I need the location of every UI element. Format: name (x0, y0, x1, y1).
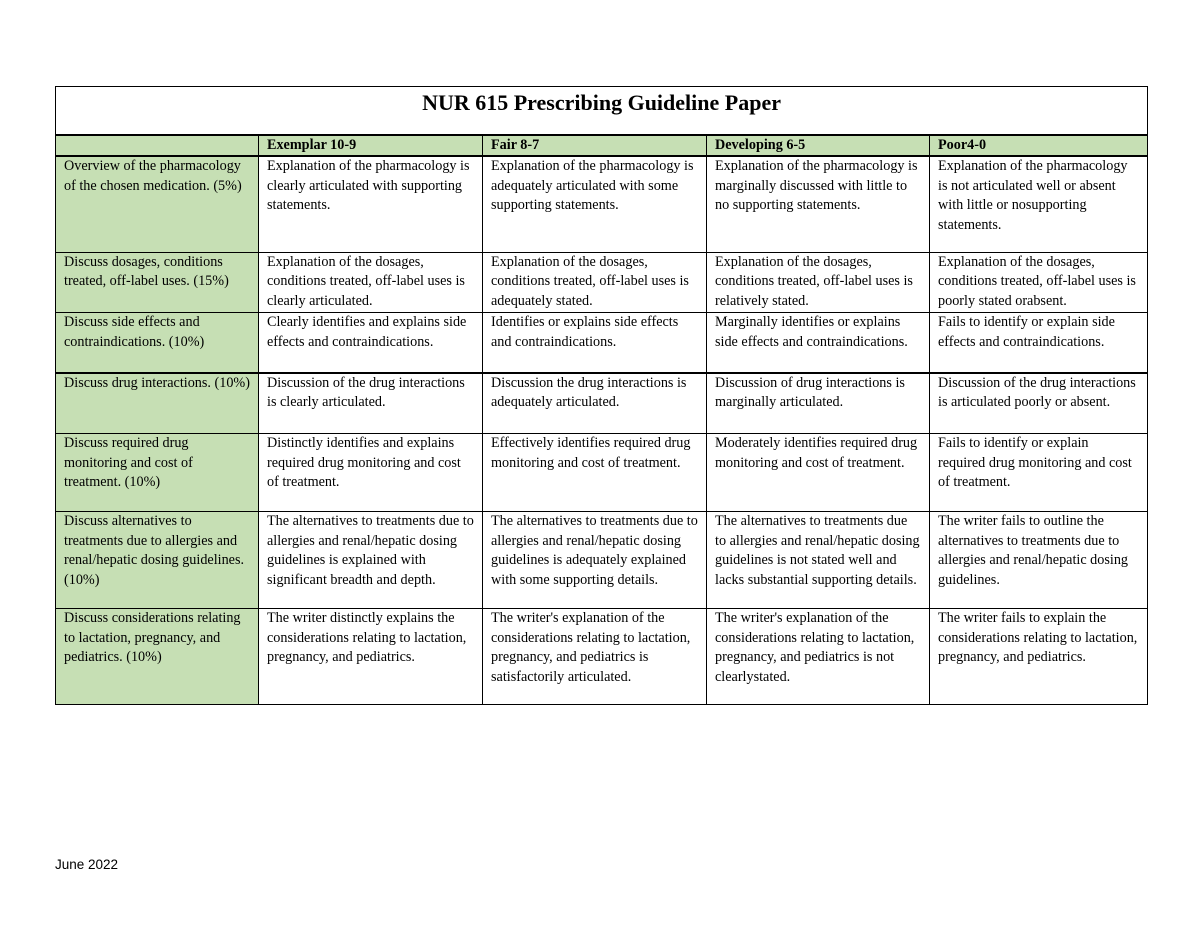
title-row (56, 87, 1148, 136)
poor-cell: Explanation of the dosages, conditions treated, off-label uses is poorly stated orabsent. (930, 252, 1148, 313)
criterion-cell: Discuss considerations relating to lactation, pregnancy, and pediatrics. (10%) (56, 609, 259, 705)
rubric-row-dosages (56, 252, 1148, 313)
developing-cell: Moderately identifies required drug monitoring and cost of treatment. (707, 434, 930, 512)
exemplar-cell: Explanation of the dosages, conditions treated, off-label uses is clearly articulated. (259, 252, 483, 313)
developing-cell: Explanation of the pharmacology is marginally discussed with little to no supporting statements. (707, 156, 930, 252)
rubric-table (55, 86, 1148, 705)
exemplar-cell: Clearly identifies and explains side effects and contraindications. (259, 313, 483, 373)
exemplar-cell: Discussion of the drug interactions is clearly articulated. (259, 373, 483, 434)
criterion-cell: Discuss dosages, conditions treated, off-label uses. (15%) (56, 252, 259, 313)
fair-cell: Identifies or explains side effects and contraindications. (483, 313, 707, 373)
header-row (56, 135, 1148, 156)
poor-cell: Fails to identify or explain side effects and contraindications. (930, 313, 1148, 373)
criterion-cell: Discuss side effects and contraindications. (10%) (56, 313, 259, 373)
poor-cell: The writer fails to outline the alternatives to treatments due to allergies and renal/hepatic dosing guidelines. (930, 512, 1148, 609)
developing-cell: The writer's explanation of the considerations relating to lactation, pregnancy, and pediatrics is not clearlystated. (707, 609, 930, 705)
poor-cell: Discussion of the drug interactions is articulated poorly or absent. (930, 373, 1148, 434)
footer-date: June 2022 (55, 857, 119, 872)
header-developing: Developing 6-5 (707, 135, 930, 156)
developing-cell: Marginally identifies or explains side effects and contraindications. (707, 313, 930, 373)
developing-cell: The alternatives to treatments due to allergies and renal/hepatic dosing guidelines is not stated well and lacks substantial supporting details. (707, 512, 930, 609)
header-fair: Fair 8-7 (483, 135, 707, 156)
fair-cell: The alternatives to treatments due to allergies and renal/hepatic dosing guidelines is adequately explained with some supporting details. (483, 512, 707, 609)
developing-cell: Explanation of the dosages, conditions treated, off-label uses is relatively stated. (707, 252, 930, 313)
developing-cell: Discussion of drug interactions is marginally articulated. (707, 373, 930, 434)
fair-cell: Effectively identifies required drug monitoring and cost of treatment. (483, 434, 707, 512)
criterion-cell: Discuss alternatives to treatments due to allergies and renal/hepatic dosing guidelines. (10%) (56, 512, 259, 609)
exemplar-cell: Distinctly identifies and explains required drug monitoring and cost of treatment. (259, 434, 483, 512)
poor-cell: Fails to identify or explain required drug monitoring and cost of treatment. (930, 434, 1148, 512)
rubric-row-monitoring (56, 434, 1148, 512)
rubric-row-lactation (56, 609, 1148, 705)
rubric-row-interactions (56, 373, 1148, 434)
poor-cell: Explanation of the pharmacology is not articulated well or absent with little or nosupporting statements. (930, 156, 1148, 252)
fair-cell: Explanation of the dosages, conditions treated, off-label uses is adequately stated. (483, 252, 707, 313)
page-title: NUR 615 Prescribing Guideline Paper (56, 87, 1148, 136)
rubric-row-pharmacology (56, 156, 1148, 252)
header-blank-cell (56, 135, 259, 156)
exemplar-cell: The writer distinctly explains the considerations relating to lactation, pregnancy, and pediatrics. (259, 609, 483, 705)
rubric-body (56, 87, 1148, 705)
criterion-cell: Discuss drug interactions. (10%) (56, 373, 259, 434)
criterion-cell: Overview of the pharmacology of the chosen medication. (5%) (56, 156, 259, 252)
rubric-row-alternatives (56, 512, 1148, 609)
header-exemplar: Exemplar 10-9 (259, 135, 483, 156)
fair-cell: Discussion the drug interactions is adequately articulated. (483, 373, 707, 434)
header-poor: Poor4-0 (930, 135, 1148, 156)
exemplar-cell: Explanation of the pharmacology is clearly articulated with supporting statements. (259, 156, 483, 252)
poor-cell: The writer fails to explain the considerations relating to lactation, pregnancy, and pediatrics. (930, 609, 1148, 705)
rubric-row-side-effects (56, 313, 1148, 373)
fair-cell: The writer's explanation of the considerations relating to lactation, pregnancy, and pediatrics is satisfactorily articulated. (483, 609, 707, 705)
criterion-cell: Discuss required drug monitoring and cost of treatment. (10%) (56, 434, 259, 512)
fair-cell: Explanation of the pharmacology is adequately articulated with some supporting statements. (483, 156, 707, 252)
exemplar-cell: The alternatives to treatments due to allergies and renal/hepatic dosing guidelines is explained with significant breadth and depth. (259, 512, 483, 609)
